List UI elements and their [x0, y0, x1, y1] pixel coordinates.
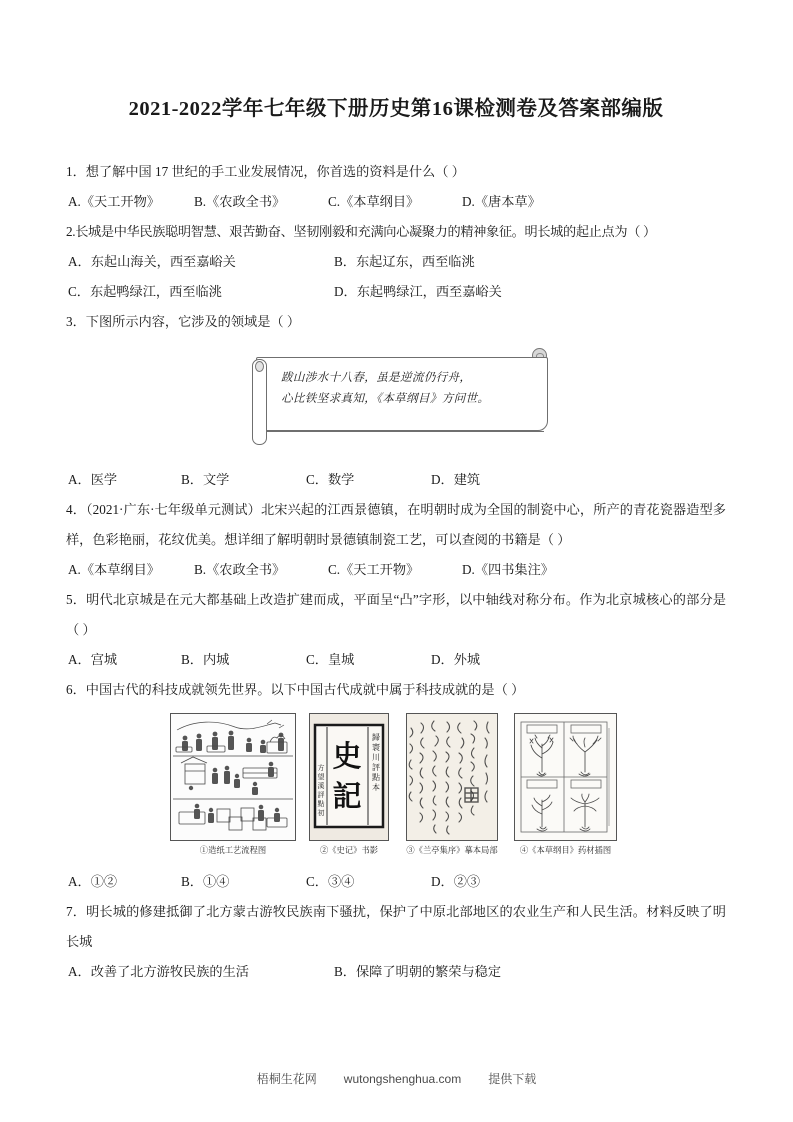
question-4-option-b[interactable]: B.《农政全书》: [194, 561, 286, 577]
figure-1: [170, 713, 296, 856]
question-7-options-row-1: [66, 957, 726, 987]
question-3-options: [66, 465, 726, 495]
question-5-option-a[interactable]: A．宫城: [68, 651, 118, 667]
question-2-option-a[interactable]: A．东起山海关，西至嘉峪关: [68, 253, 236, 269]
question-1-option-c[interactable]: C.《本草纲目》: [328, 193, 420, 209]
question-6: [66, 675, 726, 897]
question-3-option-d[interactable]: D．建筑: [431, 471, 481, 487]
scroll-bottom-edge: [262, 431, 544, 432]
svg-text:評: 評: [317, 790, 325, 799]
shiji-book-cover-svg: [310, 714, 388, 840]
figure-4: [514, 713, 617, 856]
question-2: [66, 217, 726, 307]
svg-text:方: 方: [317, 763, 325, 772]
question-2-option-b[interactable]: B．东起辽东，西至临洮: [334, 253, 475, 269]
question-2-option-d[interactable]: D．东起鸭绿江，西至嘉峪关: [334, 283, 502, 299]
figure-2: [309, 713, 389, 856]
shiji-book-cover: [309, 713, 389, 841]
bencao-gangmu-herb-illustration: [514, 713, 617, 841]
figure-1-caption: ①造纸工艺流程图: [199, 844, 267, 855]
question-2-stem: 2.长城是中华民族聪明智慧、艰苦勤奋、坚韧刚毅和充满向心凝聚力的精神象征。明长城的起止点为（ ）: [66, 223, 656, 239]
scroll-body: [256, 357, 548, 431]
question-1: [66, 157, 726, 217]
question-5-option-b[interactable]: B．内城: [181, 651, 230, 667]
svg-text:初: 初: [317, 808, 325, 817]
figure-3-caption: ③《兰亭集序》摹本局部: [406, 844, 498, 855]
question-5-option-d[interactable]: D．外城: [431, 651, 481, 667]
svg-text:望: 望: [317, 772, 325, 781]
question-1-options: [66, 187, 726, 217]
svg-text:記: 記: [332, 778, 362, 813]
page-footer: [0, 1070, 793, 1087]
svg-text:歸: 歸: [372, 732, 380, 742]
footer-site-url[interactable]: wutongshenghua.com: [343, 1072, 462, 1086]
question-4-option-a[interactable]: A.《本草纲目》: [68, 561, 160, 577]
figure-3: [406, 713, 498, 856]
svg-text:史: 史: [332, 738, 362, 773]
papermaking-process-svg: [171, 714, 295, 840]
lanting-calligraphy-svg: [407, 714, 497, 840]
footer-site-name: 梧桐生花网: [256, 1072, 317, 1086]
question-7-option-b[interactable]: B．保障了明朝的繁荣与稳定: [334, 963, 502, 979]
question-5: [66, 585, 726, 675]
question-6-option-c[interactable]: C．③④: [306, 873, 355, 889]
question-7: [66, 897, 726, 987]
svg-text:川: 川: [372, 752, 380, 762]
scroll-text: [281, 367, 537, 409]
lanting-calligraphy-excerpt: [406, 713, 498, 841]
question-1-option-a[interactable]: A.《天工开物》: [68, 193, 160, 209]
page-title: 2021-2022学年七年级下册历史第16课检测卷及答案部编版: [128, 98, 664, 120]
question-1-option-b[interactable]: B.《农政全书》: [194, 193, 286, 209]
figure-4-caption: ④《本草纲目》药材插图: [519, 844, 612, 855]
scroll-text-line-1: 跋山涉水十八春，虽是逆流仍行舟，: [281, 369, 472, 384]
question-3: [66, 307, 726, 495]
question-3-option-b[interactable]: B．文学: [181, 471, 230, 487]
question-4-options: [66, 555, 726, 585]
footer-action-label: 提供下载: [488, 1072, 537, 1086]
papermaking-process-illustration: [170, 713, 296, 841]
question-5-option-c[interactable]: C．皇城: [306, 651, 355, 667]
question-6-figure-strip: [66, 713, 726, 865]
svg-text:本: 本: [372, 782, 380, 792]
question-7-stem: 7．明长城的修建抵御了北方蒙古游牧民族南下骚扰，保护了中原北部地区的农业生产和人民生活。材料反映了明长城: [66, 903, 726, 949]
svg-text:點: 點: [372, 772, 380, 782]
question-5-stem: 5．明代北京城是在元大都基础上改造扩建而成，平面呈“凸”字形，以中轴线对称分布。作为北京城核心的部分是（ ）: [66, 591, 726, 637]
question-4-option-c[interactable]: C.《天工开物》: [328, 561, 420, 577]
question-3-option-a[interactable]: A．医学: [68, 471, 118, 487]
question-6-option-d[interactable]: D．②③: [431, 873, 481, 889]
question-5-options: [66, 645, 726, 675]
question-7-option-a[interactable]: A．改善了北方游牧民族的生活: [68, 963, 249, 979]
question-2-options-row-1: [66, 247, 726, 277]
question-6-option-b[interactable]: B．①④: [181, 873, 230, 889]
question-3-stem: 3．下图所示内容，它涉及的领域是（ ）: [66, 313, 301, 329]
svg-text:寰: 寰: [372, 742, 380, 752]
question-1-option-d[interactable]: D.《唐本草》: [462, 193, 541, 209]
scroll-text-line-2: 心比铁坚求真知，《本草纲目》方问世。: [281, 390, 490, 405]
question-6-stem: 6．中国古代的科技成就领先世界。以下中国古代成就中属于科技成就的是（ ）: [66, 681, 525, 697]
bencao-herb-svg: [515, 714, 616, 840]
question-4-option-d[interactable]: D.《四书集注》: [462, 561, 554, 577]
svg-text:點: 點: [317, 799, 325, 808]
document-content: [66, 96, 726, 987]
svg-text:評: 評: [372, 762, 380, 772]
figure-2-caption: ②《史记》书影: [319, 844, 379, 855]
question-6-options: [66, 867, 726, 897]
question-4: [66, 495, 726, 585]
question-6-option-a[interactable]: A．①②: [68, 873, 118, 889]
question-4-stem: 4．（2021·广东·七年级单元测试）北宋兴起的江西景德镇，在明朝时成为全国的制瓷中心，所产的青花瓷器造型多样，色彩艳丽，花纹优美。想详细了解明朝时景德镇制瓷工艺，可以查阅的书籍是（ ）: [66, 501, 726, 547]
svg-text:溪: 溪: [317, 781, 325, 790]
scroll-left-knob-icon: [255, 361, 264, 372]
question-2-option-c[interactable]: C．东起鸭绿江，西至临洮: [68, 283, 222, 299]
question-3-scroll-figure: [66, 343, 726, 455]
question-2-options-row-2: [66, 277, 726, 307]
question-3-option-c[interactable]: C．数学: [306, 471, 355, 487]
question-1-stem: 1．想了解中国 17 世纪的手工业发展情况，你首选的资料是什么（ ）: [66, 163, 465, 179]
